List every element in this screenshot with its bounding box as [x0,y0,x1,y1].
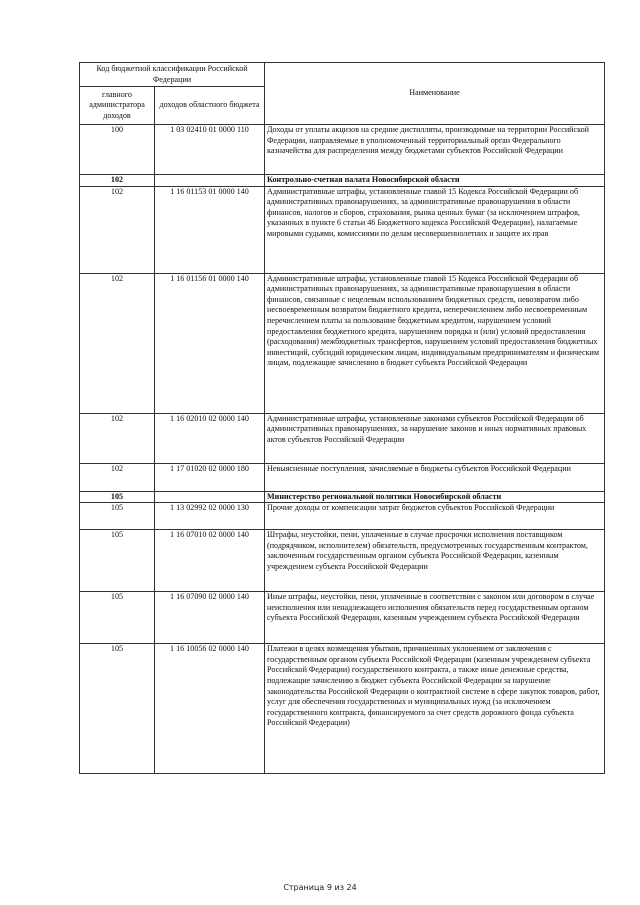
income-code-cell [155,175,265,187]
table-row [80,413,605,463]
section-row [80,175,605,187]
admin-code-cell: 102 [80,175,155,187]
page-number: Страница 9 из 24 [283,883,357,892]
name-cell: Невыясненные поступления, зачисляемые в бюджеты субъектов Российской Федерации [265,463,605,491]
header-income-code: доходов областного бюджета [155,87,265,125]
name-cell: Прочие доходы от компенсации затрат бюджетов субъектов Российской Федерации [265,503,605,530]
admin-code-cell: 102 [80,463,155,491]
income-code-cell [155,491,265,503]
income-code-cell: 1 13 02992 02 0000 130 [155,503,265,530]
name-cell: Штрафы, неустойки, пени, уплаченные в случае просрочки исполнения поставщиком (подрядчиком, исполнителем) обязательств, предусмотренных государственным контрактом, заключенным государственным органом субъекта Российской Федерации, казенным учреждением субъекта Российской Федерации [265,530,605,592]
income-code-cell: 1 17 01020 02 0000 180 [155,463,265,491]
table-header [80,63,605,125]
income-code-cell: 1 16 01153 01 0000 140 [155,186,265,273]
admin-code-cell: 105 [80,491,155,503]
admin-code-cell: 102 [80,186,155,273]
section-row [80,491,605,503]
table-row [80,592,605,644]
income-code-cell: 1 16 01156 01 0000 140 [155,273,265,413]
name-cell: Административные штрафы, установленные главой 15 Кодекса Российской Федерации об административных правонарушениях, за административные правонарушения в области финансов, связанные с нецелевым использованием бюджетных средств, невозвратом либо несвоевременным возвратом бюджетного кредита, неперечислением либо несвоевременным перечислением платы за пользование бюджетным кредитом, нарушением условий предоставления бюджетного кредита, нарушением порядка и (или) условий предоставления (расходования) межбюджетных трансфертов, нарушением условий предоставления бюджетных инвестиций, субсидий юридическим лицам, индивидуальным предпринимателям и физическим лицам, подлежащие зачислению в бюджет субъекта Российской Федерации [265,273,605,413]
table-row [80,125,605,175]
admin-code-cell: 105 [80,644,155,774]
section-title-cell: Министерство региональной политики Новосибирской области [265,491,605,503]
section-title-cell: Контрольно-счетная палата Новосибирской области [265,175,605,187]
name-cell: Иные штрафы, неустойки, пени, уплаченные в соответствии с законом или договором в случае неисполнения или ненадлежащего исполнения обязательств перед государственным органом субъекта Российской Федерации, казенным учреждением субъекта Российской Федерации [265,592,605,644]
table-row [80,186,605,273]
table-row [80,644,605,774]
income-code-cell: 1 16 07090 02 0000 140 [155,592,265,644]
admin-code-cell: 105 [80,530,155,592]
income-code-cell: 1 16 02010 02 0000 140 [155,413,265,463]
table-body [80,125,605,774]
table-row [80,530,605,592]
table-row [80,503,605,530]
admin-code-cell: 102 [80,273,155,413]
name-cell: Административные штрафы, установленные главой 15 Кодекса Российской Федерации об административных правонарушениях, за административные правонарушения в области финансов, налогов и сборов, страхования, рынка ценных бумаг (за исключением штрафов, указанных в пункте 6 статьи 46 Бюджетного кодекса Российской Федерации), налагаемые мировыми судьями, комиссиями по делам несовершеннолетних и защите их прав [265,186,605,273]
admin-code-cell: 100 [80,125,155,175]
name-cell: Платежи в целях возмещения убытков, причиненных уклонением от заключения с государственным органом субъекта Российской Федерации (казенным учреждением субъекта Российской Федерации) государственного контракта, а также иные денежные средства, подлежащие зачислению в бюджет субъекта Российской Федерации за нарушение законодательства Российской Федерации о контрактной системе в сфере закупок товаров, работ, услуг для обеспечения государственных и муниципальных нужд (за исключением государственного контракта, финансируемого за счет средств дорожного фонда субъекта Российской Федерации) [265,644,605,774]
budget-classification-table [79,62,605,774]
income-code-cell: 1 16 10056 02 0000 140 [155,644,265,774]
header-admin-code: главного администратора доходов [80,87,155,125]
header-classification-code: Код бюджетной классификации Российской Федерации [80,63,265,87]
table-row [80,463,605,491]
name-cell: Доходы от уплаты акцизов на средние дистилляты, производимые на территории Российской Федерации, направляемые в уполномоченный территориальный орган Федерального казначейства для распределения между бюджетами субъектов Российской Федерации [265,125,605,175]
admin-code-cell: 102 [80,413,155,463]
admin-code-cell: 105 [80,503,155,530]
table-row [80,273,605,413]
income-code-cell: 1 16 07010 02 0000 140 [155,530,265,592]
header-name: Наименование [265,63,605,125]
income-code-cell: 1 03 02410 01 0000 110 [155,125,265,175]
admin-code-cell: 105 [80,592,155,644]
name-cell: Административные штрафы, установленные законами субъектов Российской Федерации об административных правонарушениях, за нарушение законов и иных нормативных правовых актов субъектов Российской Федерации [265,413,605,463]
